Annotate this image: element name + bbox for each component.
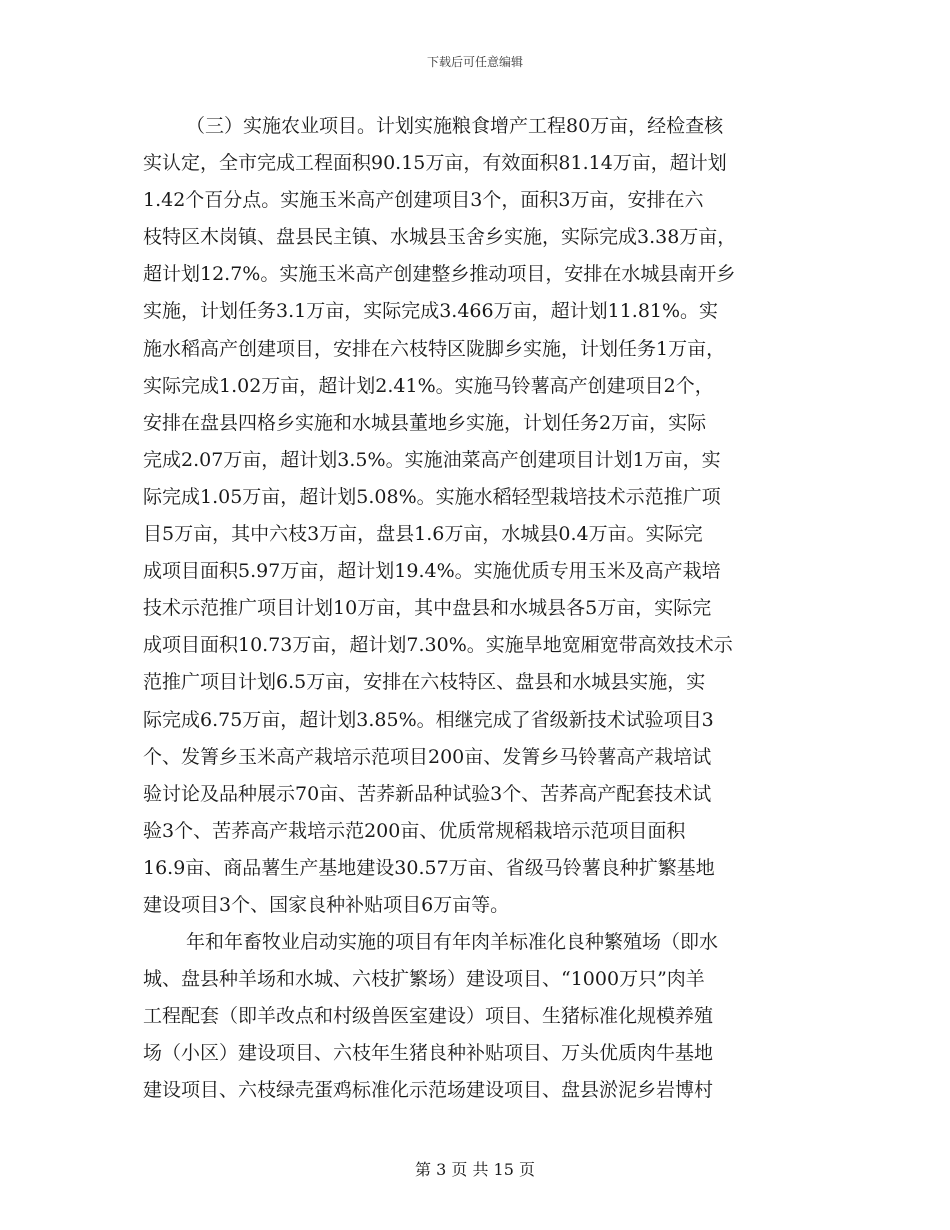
- paragraph-1-line: 实际完成1.02万亩，超计划2.41%。实施马铃薯高产创建项目2个，: [143, 374, 714, 397]
- paragraph-1-line: 16.9亩、商品薯生产基地建设30.57万亩、省级马铃薯良种扩繁基地: [143, 856, 715, 879]
- paragraph-1-line: 成项目面积5.97万亩，超计划19.4%。实施优质专用玉米及高产栽培: [143, 560, 721, 583]
- paragraph-1-line: （三）实施农业项目。计划实施粮食增产工程80万亩，经检查核: [186, 115, 724, 137]
- paragraph-1-line: 技术示范推广项目计划10万亩，其中盘县和水城县各5万亩，实际完: [143, 597, 712, 620]
- page-number: 第 3 页 共 15 页: [415, 1160, 535, 1179]
- paragraph-1-line: 际完成6.75万亩，超计划3.85%。相继完成了省级新技术试验项目3: [143, 708, 714, 731]
- paragraph-1-line: 施水稻高产创建项目，安排在六枝特区陇脚乡实施，计划任务1万亩，: [143, 337, 726, 360]
- paragraph-1-line: 建设项目3个、国家良种补贴项目6万亩等。: [143, 893, 510, 916]
- paragraph-1-line: 验讨论及品种展示70亩、苦荞新品种试验3个、苦荞高产配套技术试: [143, 782, 712, 805]
- paragraph-1-line: 枝特区木岗镇、盘县民主镇、水城县玉舍乡实施，实际完成3.38万亩，: [143, 226, 737, 249]
- paragraph-1-line: 个、发箐乡玉米高产栽培示范项目200亩、发箐乡马铃薯高产栽培试: [143, 745, 712, 768]
- paragraph-2-line: 年和年畜牧业启动实施的项目有年肉羊标准化良种繁殖场（即水: [186, 931, 719, 954]
- paragraph-1-line: 验3个、苦荞高产栽培示范200亩、优质常规稻栽培示范项目面积: [143, 819, 686, 842]
- paragraph-1-line: 完成2.07万亩，超计划3.5%。实施油菜高产创建项目计划1万亩，实: [143, 448, 721, 471]
- paragraph-2-line: 建设项目、六枝绿壳蛋鸡标准化示范场建设项目、盘县淤泥乡岩博村: [143, 1079, 714, 1102]
- paragraph-1-line: 实认定，全市完成工程面积90.15万亩，有效面积81.14万亩，超计划: [143, 152, 727, 175]
- paragraph-1-line: 安排在盘县四格乡实施和水城县董地乡实施，计划任务2万亩，实际: [143, 411, 707, 434]
- paragraph-2-line: 场（小区）建设项目、六枝年生猪良种补贴项目、万头优质肉牛基地: [143, 1042, 714, 1065]
- paragraph-1-line: 范推广项目计划6.5万亩，安排在六枝特区、盘县和水城县实施，实: [143, 671, 706, 694]
- page-header: 下载后可任意编辑: [426, 55, 523, 69]
- document-body: [143, 108, 810, 1110]
- paragraph-2-line: 工程配套（即羊改点和村级兽医室建设）项目、生猪标准化规模养殖: [143, 1005, 714, 1028]
- paragraph-1-line: 实施，计划任务3.1万亩，实际完成3.466万亩，超计划11.81%。实: [143, 300, 719, 323]
- paragraph-1-line: 目5万亩，其中六枝3万亩，盘县1.6万亩，水城县0.4万亩。实际完: [143, 523, 703, 546]
- paragraph-1-line: 超计划12.7%。实施玉米高产创建整乡推动项目，安排在水城县南开乡: [143, 263, 736, 286]
- paragraph-1-line: 1.42个百分点。实施玉米高产创建项目3个，面积3万亩，安排在六: [143, 189, 704, 212]
- paragraph-1-line: 成项目面积10.73万亩，超计划7.30%。实施旱地宽厢宽带高效技术示: [143, 634, 733, 657]
- paragraph-1-line: 际完成1.05万亩，超计划5.08%。实施水稻轻型栽培技术示范推广项: [143, 485, 721, 508]
- paragraph-2-line: 城、盘县种羊场和水城、六枝扩繁场）建设项目、“1000万只”肉羊: [143, 968, 705, 991]
